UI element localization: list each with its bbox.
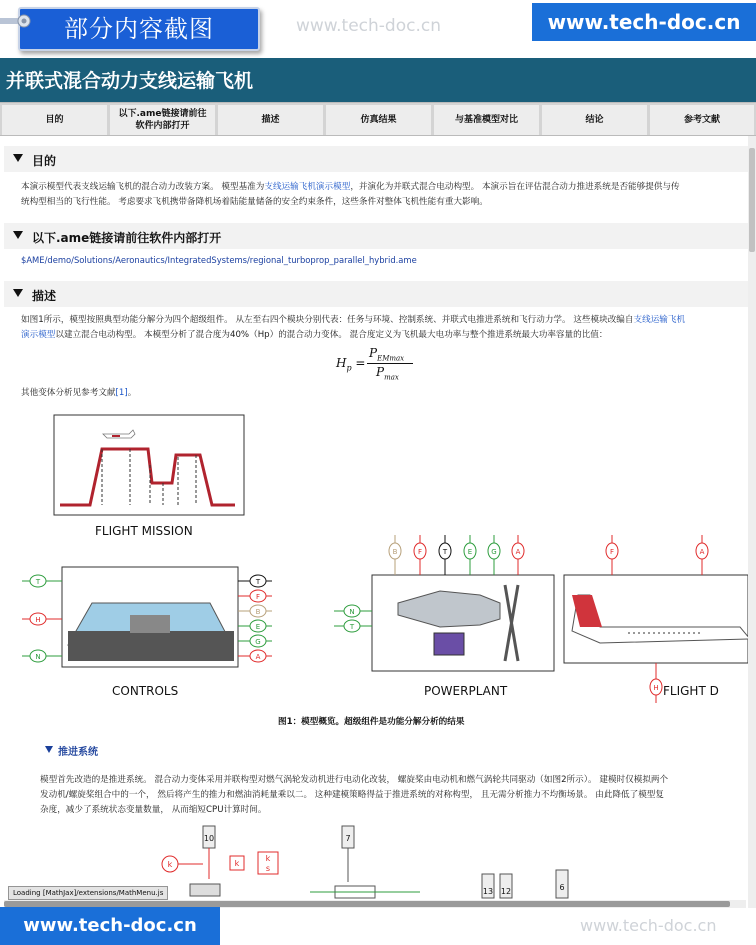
screenshot-tag-label: 部分内容截图 bbox=[64, 15, 214, 43]
port-label: T bbox=[442, 548, 448, 556]
link-base-demo[interactable]: 支线运输飞机演示模型 bbox=[264, 182, 351, 192]
flight-mission-block[interactable] bbox=[54, 415, 244, 515]
watermark-top: www.tech-doc.cn bbox=[296, 16, 441, 36]
port-label: B bbox=[255, 608, 261, 616]
nav-tab-comparison[interactable]: 与基准模型对比 bbox=[434, 105, 539, 135]
hybridization-formula: $H_p$ = $P_{EMmax}$ $P_{max}$ bbox=[336, 346, 426, 382]
label-powerplant: POWERPLANT bbox=[424, 684, 508, 698]
schematic-label: 6 bbox=[559, 883, 565, 892]
port-label: A bbox=[255, 653, 261, 661]
link-demo-model-1[interactable]: 支线运输飞机 bbox=[633, 315, 686, 325]
port-label: E bbox=[255, 623, 261, 631]
nav-tab-description[interactable]: 描述 bbox=[218, 105, 323, 135]
page-title: 并联式混合动力支线运输飞机 bbox=[6, 70, 254, 92]
port-label: N bbox=[35, 653, 41, 661]
schematic-label: k bbox=[234, 859, 240, 868]
schematic-label: 13 bbox=[482, 887, 494, 896]
port-label: G bbox=[491, 548, 497, 556]
section-title-ame: 以下.ame链接请前往软件内部打开 bbox=[32, 231, 222, 245]
port-label: A bbox=[515, 548, 521, 556]
nav-tab-conclusion[interactable]: 结论 bbox=[542, 105, 647, 135]
schematic-label: 7 bbox=[345, 834, 351, 843]
nav-tab-references[interactable]: 参考文献 bbox=[650, 105, 754, 135]
collapse-arrow-icon[interactable] bbox=[13, 231, 23, 239]
section-title-description: 描述 bbox=[32, 289, 57, 303]
subsection-title-propulsion[interactable]: 推进系统 bbox=[58, 747, 98, 758]
reference-line: 其他变体分析见参考文献[1]。 bbox=[21, 388, 137, 398]
purpose-paragraph: 本演示模型代表支线运输飞机的混合动力改装方案。 模型基准为支线运输飞机演示模型，并演化为并联式混合电动构型。 本演示旨在评估混合动力推进系统是否能够提供与传 统构型相当的飞行性能。 考虑要求飞机携带备降机场着陆能量储备的安全约束条件，这些条件对整体飞机性能有重大影响。 bbox=[21, 182, 680, 207]
section-header-purpose[interactable] bbox=[4, 146, 748, 172]
label-flight-mission: FLIGHT MISSION bbox=[95, 524, 193, 538]
nav-tab-results[interactable]: 仿真结果 bbox=[326, 105, 431, 135]
site-badge-top[interactable]: www.tech-doc.cn bbox=[532, 3, 756, 41]
collapse-arrow-icon[interactable] bbox=[13, 154, 23, 162]
port-label: H bbox=[35, 616, 41, 624]
schematic-label: 10 bbox=[203, 834, 215, 843]
collapse-arrow-icon[interactable] bbox=[13, 289, 23, 297]
port-label: A bbox=[699, 548, 705, 556]
port-label: T bbox=[35, 578, 41, 586]
schematic-label: s bbox=[265, 864, 271, 873]
schematic-label: 12 bbox=[500, 887, 512, 896]
port-label: T bbox=[349, 623, 355, 631]
section-header-description[interactable] bbox=[4, 281, 748, 307]
nav-tab-ame-link[interactable]: 以下.ame链接请前往软件内部打开 bbox=[110, 105, 215, 135]
schematic-label: k bbox=[167, 860, 173, 869]
vertical-scrollbar[interactable] bbox=[748, 136, 756, 908]
port-label: H bbox=[653, 684, 659, 692]
schematic-label: k bbox=[265, 854, 271, 863]
controls-output-ports bbox=[238, 575, 272, 662]
screenshot-tag bbox=[18, 7, 260, 51]
model-overview-diagram bbox=[0, 405, 748, 705]
port-label: T bbox=[255, 578, 261, 586]
figure-1-caption: 图1：模型概览。超级组件是功能分解分析的结果 bbox=[278, 717, 465, 727]
powerplant-block[interactable] bbox=[372, 575, 554, 671]
page-title-bar bbox=[0, 58, 756, 102]
description-paragraph: 如图1所示，模型按照典型功能分解分为四个超级组件。 从左至右四个模块分别代表：任务与环境、控制系统、并联式电推进系统和飞行动力学。 这些模块改编自支线运输飞机 演示模型以建立混合电动构型。 本模型分析了混合度为40%（Hp）的混合动力变体。 混合度定义为飞机最大电功率与整个推进系统最大功率容量的比值： bbox=[21, 315, 686, 340]
section-nav bbox=[0, 102, 756, 136]
watermark-bottom: www.tech-doc.cn bbox=[580, 916, 717, 935]
reference-link-1[interactable]: [1] bbox=[115, 388, 128, 398]
section-title-purpose: 目的 bbox=[32, 154, 57, 168]
ame-file-link[interactable]: $AME/demo/Solutions/Aeronautics/IntegratedSystems/regional_turboprop_parallel_hybrid.ame bbox=[21, 255, 417, 265]
port-label: N bbox=[349, 608, 355, 616]
mathjax-loading-status: Loading [MathJax]/extensions/MathMenu.js bbox=[8, 886, 168, 900]
label-controls: CONTROLS bbox=[112, 684, 179, 698]
collapse-arrow-icon[interactable] bbox=[45, 746, 53, 753]
controls-input-ports bbox=[22, 575, 62, 662]
controls-block[interactable] bbox=[62, 567, 238, 667]
flight-dynamics-block[interactable] bbox=[564, 575, 748, 663]
powerplant-top-ports bbox=[389, 535, 524, 575]
port-label: G bbox=[255, 638, 261, 646]
port-label: B bbox=[392, 548, 398, 556]
port-label: F bbox=[609, 548, 615, 556]
port-label: E bbox=[467, 548, 473, 556]
nav-tab-purpose[interactable]: 目的 bbox=[2, 105, 107, 135]
link-demo-model-2[interactable]: 演示模型 bbox=[21, 330, 56, 340]
port-label: F bbox=[417, 548, 423, 556]
propulsion-paragraph: 模型首先改造的是推进系统。 混合动力变体采用并联构型对燃气涡轮发动机进行电动化改装， 螺旋桨由电动机和燃气涡轮共同驱动（如图2所示）。 建模时仅模拟两个 发动机/螺旋桨组合中的一个， 然后将产生的推力和燃油消耗量乘以二。 这种建模策略得益于推进系统的对称构型， 且无需分析推力不均衡场景。 由此降低了模型复 杂度，减少了系统状态变量数量， 从而缩短CPU计算时间。 bbox=[40, 775, 669, 815]
port-label: F bbox=[255, 593, 261, 601]
pin-icon bbox=[0, 14, 34, 28]
label-flight-dynamics: FLIGHT D bbox=[663, 684, 719, 698]
site-badge-bottom[interactable]: www.tech-doc.cn bbox=[0, 907, 220, 945]
propulsion-schematic-preview bbox=[130, 824, 590, 900]
section-header-ame[interactable] bbox=[4, 223, 748, 249]
top-banner bbox=[0, 0, 756, 58]
vertical-scrollbar-thumb[interactable] bbox=[749, 148, 755, 252]
